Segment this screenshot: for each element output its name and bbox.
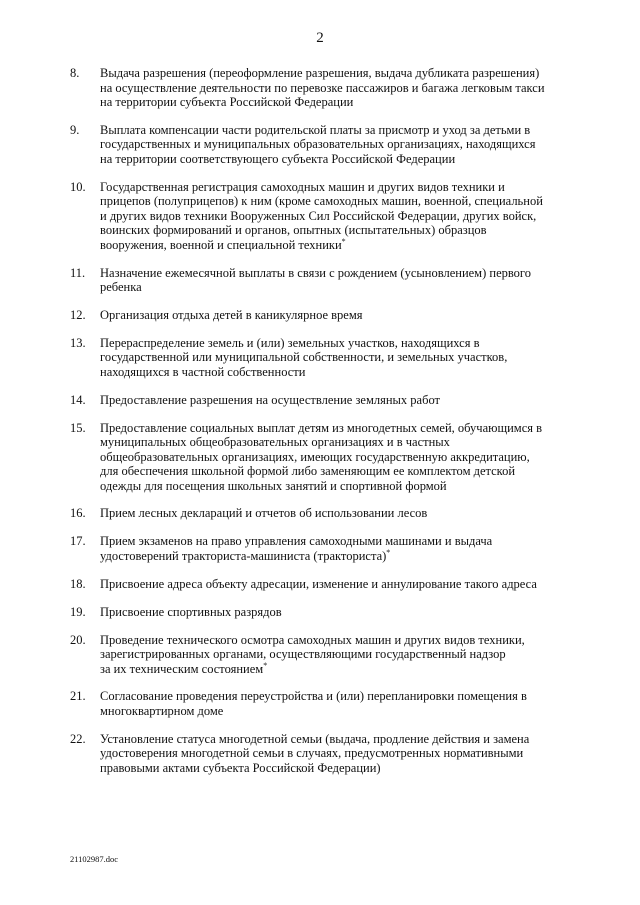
item-text-line bbox=[100, 393, 570, 408]
item-number: 15. bbox=[70, 420, 86, 435]
item-text-line bbox=[100, 435, 570, 450]
item-text-line bbox=[100, 662, 570, 677]
item-text bbox=[100, 180, 570, 253]
item-line-text: Присвоение спортивных разрядов bbox=[100, 604, 282, 619]
item-text bbox=[100, 421, 570, 494]
item-number: 20. bbox=[70, 632, 86, 647]
item-line-text: одежды для посещения школьных занятий и спортивной формой bbox=[100, 478, 447, 493]
item-text-line bbox=[100, 421, 570, 436]
item-text-line bbox=[100, 746, 570, 761]
item-text bbox=[100, 393, 570, 408]
item-text-line bbox=[100, 689, 570, 704]
item-text-line bbox=[100, 223, 570, 238]
item-line-text: Предоставление социальных выплат детям из многодетных семей, обучающимся в bbox=[100, 420, 543, 435]
item-text-line bbox=[100, 506, 570, 521]
item-text-line bbox=[100, 534, 570, 549]
item-number: 10. bbox=[70, 179, 86, 194]
item-line-text: на территории соответствующего субъекта Российской Федерации bbox=[100, 151, 456, 166]
item-text-line bbox=[100, 209, 570, 224]
footnote-marker: * bbox=[341, 236, 346, 246]
list-item bbox=[70, 336, 570, 380]
list-item bbox=[70, 308, 570, 323]
item-line-text: правовыми актами субъекта Российской Федерации) bbox=[100, 760, 381, 775]
item-text-line bbox=[100, 365, 570, 380]
item-text bbox=[100, 66, 570, 110]
item-line-text: Выплата компенсации части родительской платы за присмотр и уход за детьми в bbox=[100, 122, 531, 137]
item-text-line bbox=[100, 81, 570, 96]
item-text-line bbox=[100, 605, 570, 620]
list-item bbox=[70, 266, 570, 295]
item-text-line bbox=[100, 280, 570, 295]
item-text-line bbox=[100, 549, 570, 564]
item-text-line bbox=[100, 95, 570, 110]
item-text bbox=[100, 506, 570, 521]
list-item bbox=[70, 689, 570, 718]
item-text-line bbox=[100, 180, 570, 195]
item-text-line bbox=[100, 647, 570, 662]
list-item bbox=[70, 577, 570, 592]
service-list bbox=[70, 66, 570, 788]
item-text bbox=[100, 534, 570, 563]
item-line-text: на территории субъекта Российской Федерации bbox=[100, 95, 354, 110]
item-text-line bbox=[100, 350, 570, 365]
item-text-line bbox=[100, 308, 570, 323]
item-text-line bbox=[100, 732, 570, 747]
item-text-line bbox=[100, 761, 570, 776]
item-line-text: Перераспределение земель и (или) земельных участков, находящихся в bbox=[100, 335, 480, 350]
item-number: 19. bbox=[70, 604, 86, 619]
item-number: 21. bbox=[70, 689, 86, 704]
item-number: 12. bbox=[70, 307, 86, 322]
item-number: 14. bbox=[70, 392, 86, 407]
item-line-text: находящихся в частной собственности bbox=[100, 364, 306, 379]
list-item bbox=[70, 506, 570, 521]
item-text bbox=[100, 266, 570, 295]
item-text-line bbox=[100, 577, 570, 592]
item-text-line bbox=[100, 336, 570, 351]
item-number: 18. bbox=[70, 576, 86, 591]
item-text bbox=[100, 605, 570, 620]
item-text-line bbox=[100, 704, 570, 719]
item-line-text: Прием экзаменов на право управления самоходными машинами и выдача bbox=[100, 534, 493, 549]
item-line-text: Выдача разрешения (переоформление разрешения, выдача дубликата разрешения) bbox=[100, 66, 540, 80]
item-text-line bbox=[100, 238, 570, 253]
item-text-line bbox=[100, 479, 570, 494]
item-number: 22. bbox=[70, 731, 86, 746]
item-line-text: за их техническим состоянием bbox=[100, 661, 264, 676]
item-text bbox=[100, 732, 570, 776]
item-line-text: Организация отдыха детей в каникулярное время bbox=[100, 307, 363, 322]
item-number: 8. bbox=[70, 66, 80, 80]
list-item bbox=[70, 180, 570, 253]
item-text-line bbox=[100, 266, 570, 281]
item-text bbox=[100, 633, 570, 677]
item-text bbox=[100, 308, 570, 323]
item-text-line bbox=[100, 450, 570, 465]
item-number: 17. bbox=[70, 534, 86, 549]
list-item bbox=[70, 123, 570, 167]
item-line-text: зарегистрированных органами, осуществляющими государственный надзор bbox=[100, 647, 506, 662]
item-line-text: Установление статуса многодетной семьи (выдача, продление действия и замена bbox=[100, 731, 530, 746]
item-line-text: Государственная регистрация самоходных машин и других видов техники и bbox=[100, 179, 505, 194]
item-line-text: муниципальных общеобразовательных организациях и в частных bbox=[100, 435, 450, 450]
item-line-text: Предоставление разрешения на осуществление земляных работ bbox=[100, 392, 441, 407]
item-number: 16. bbox=[70, 506, 86, 521]
item-line-text: государственной или муниципальной собственности, и земельных участков, bbox=[100, 350, 508, 365]
item-text bbox=[100, 336, 570, 380]
list-item bbox=[70, 421, 570, 494]
item-line-text: Назначение ежемесячной выплаты в связи с рождением (усыновлением) первого bbox=[100, 265, 531, 280]
item-line-text: Согласование проведения переустройства и (или) перепланировки помещения в bbox=[100, 689, 527, 704]
item-text-line bbox=[100, 194, 570, 209]
footnote-marker: * bbox=[386, 547, 391, 557]
item-line-text: Присвоение адреса объекту адресации, изменение и аннулирование такого адреса bbox=[100, 576, 537, 591]
item-line-text: удостоверений тракториста-машиниста (тракториста) bbox=[100, 549, 387, 564]
item-text bbox=[100, 123, 570, 167]
item-line-text: воинских формирований и органов, опытных (испытательных) образцов bbox=[100, 223, 487, 238]
list-item bbox=[70, 393, 570, 408]
item-number: 9. bbox=[70, 122, 80, 137]
list-item bbox=[70, 66, 570, 110]
item-line-text: на осуществление деятельности по перевозке пассажиров и багажа легковым такси bbox=[100, 80, 545, 95]
item-text-line bbox=[100, 123, 570, 138]
page-number: 2 bbox=[316, 30, 324, 46]
item-text-line bbox=[100, 464, 570, 479]
item-line-text: вооружения, военной и специальной техники bbox=[100, 237, 342, 252]
item-line-text: удостоверения многодетной семьи в случаях, предусмотренных нормативными bbox=[100, 746, 524, 761]
item-line-text: для обеспечения школьной формой либо заменяющим ее комплектом детской bbox=[100, 464, 516, 479]
item-number: 11. bbox=[70, 265, 86, 280]
item-text bbox=[100, 577, 570, 592]
list-item bbox=[70, 605, 570, 620]
item-line-text: ребенка bbox=[100, 280, 142, 295]
item-line-text: государственных и муниципальных образовательных организациях, находящихся bbox=[100, 137, 536, 152]
item-line-text: Проведение технического осмотра самоходных машин и других видов техники, bbox=[100, 632, 525, 647]
item-text-line bbox=[100, 152, 570, 167]
item-number: 13. bbox=[70, 335, 86, 350]
item-line-text: Прием лесных деклараций и отчетов об использовании лесов bbox=[100, 506, 428, 521]
list-item bbox=[70, 633, 570, 677]
document-filename: 21102987.doc bbox=[70, 854, 119, 864]
item-text bbox=[100, 689, 570, 718]
item-text-line bbox=[100, 137, 570, 152]
item-text-line bbox=[100, 633, 570, 648]
item-line-text: общеобразовательных организациях, имеющих государственную аккредитацию, bbox=[100, 449, 530, 464]
item-line-text: прицепов (полуприцепов) к ним (кроме самоходных машин, военной, специальной bbox=[100, 194, 543, 209]
list-item bbox=[70, 534, 570, 563]
item-text-line bbox=[100, 66, 570, 81]
item-line-text: и других видов техники Вооруженных Сил Российской Федерации, других войск, bbox=[100, 208, 537, 223]
footnote-marker: * bbox=[263, 660, 268, 670]
item-line-text: многоквартирном доме bbox=[100, 704, 224, 719]
list-item bbox=[70, 732, 570, 776]
